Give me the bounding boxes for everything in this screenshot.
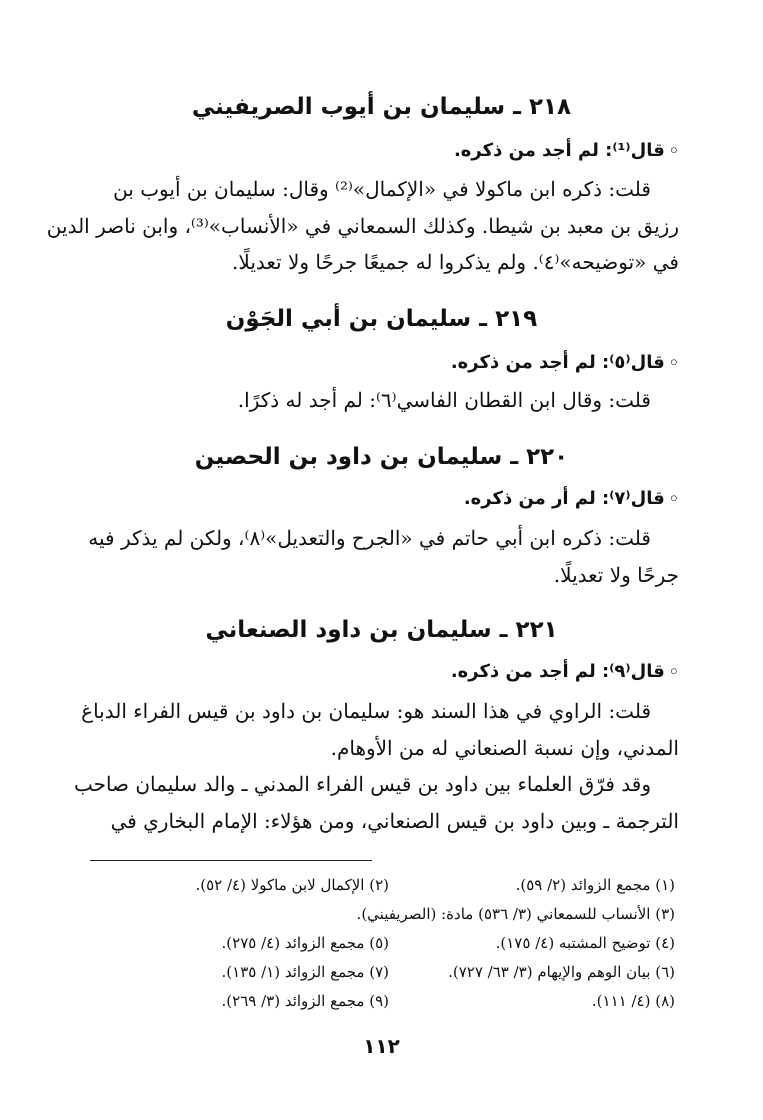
body-line: رزيق بن معبد بن شيطا. وكذلك السمعاني في «الأنساب»⁽³⁾، وابن ناصر الدين xyxy=(46,214,679,238)
entry-heading-218: ٢١٨ ـ سليمان بن أيوب الصريفيني xyxy=(191,94,572,120)
footnote-3: (٣) الأنساب للسمعاني (٣/ ٥٣٦) مادة: (الصريفيني). xyxy=(356,905,675,923)
page-number: ١١٢ xyxy=(363,1034,400,1058)
bullet-icon: ◦ xyxy=(668,353,679,372)
bullet-icon: ◦ xyxy=(668,489,679,508)
body-line: قلت: ذكره ابن ماكولا في «الإكمال»⁽²⁾ وقال: سليمان بن أيوب بن xyxy=(113,177,651,201)
entry-qal-220 xyxy=(84,488,679,509)
body-line: قلت: الراوي في هذا السند هو: سليمان بن داود بن قيس الفراء الدباغ xyxy=(81,699,651,723)
body-line: في «توضيحه»⁽٤⁾. ولم يذكروا له جميعًا جرحًا ولا تعديلًا. xyxy=(232,250,679,274)
body-line: جرحًا ولا تعديلًا. xyxy=(553,563,679,587)
qal-text: قال⁽٥⁾: لم أجد من ذكره. xyxy=(450,352,665,373)
body-line: المدني، وإن نسبة الصنعاني له من الأوهام. xyxy=(330,736,679,760)
footnote-1: (١) مجمع الزوائد (٢/ ٥٩). xyxy=(515,876,675,894)
footnote-separator xyxy=(90,860,372,861)
qal-text: قال⁽¹⁾: لم أجد من ذكره. xyxy=(453,140,665,161)
entry-qal-219 xyxy=(84,352,679,373)
entry-qal-218 xyxy=(84,140,679,161)
entry-heading-219: ٢١٩ ـ سليمان بن أبي الجَوْن xyxy=(225,306,538,332)
footnote-7: (٧) مجمع الزوائد (١/ ١٣٥). xyxy=(221,963,389,981)
body-line: قلت: وقال ابن القطان الفاسي⁽٦⁾: لم أجد له ذكرًا. xyxy=(237,388,651,412)
entry-qal-221 xyxy=(84,661,679,682)
body-line: وقد فرّق العلماء بين داود بن قيس الفراء المدني ـ والد سليمان صاحب xyxy=(73,772,651,796)
footnote-8: (٨) (٤/ ١١١). xyxy=(591,992,675,1010)
body-line: الترجمة ـ وبين داود بن قيس الصنعاني، ومن هؤلاء: الإمام البخاري في xyxy=(110,809,679,833)
entry-heading-220: ٢٢٠ ـ سليمان بن داود بن الحصين xyxy=(194,444,569,470)
footnote-9: (٩) مجمع الزوائد (٣/ ٢٦٩). xyxy=(221,992,389,1010)
bullet-icon: ◦ xyxy=(668,662,679,681)
entry-heading-221: ٢٢١ ـ سليمان بن داود الصنعاني xyxy=(205,617,558,643)
footnote-4: (٤) توضيح المشتبه (٤/ ١٧٥). xyxy=(495,934,675,952)
bullet-icon: ◦ xyxy=(668,141,679,160)
qal-text: قال⁽٩⁾: لم أجد من ذكره. xyxy=(450,661,665,682)
qal-text: قال⁽٧⁾: لم أر من ذكره. xyxy=(463,488,665,509)
footnote-2: (٢) الإكمال لابن ماكولا (٤/ ٥٢). xyxy=(195,876,389,894)
footnote-6: (٦) بيان الوهم والإيهام (٣/ ٦٣/ ٧٢٧). xyxy=(448,963,675,981)
body-line: قلت: ذكره ابن أبي حاتم في «الجرح والتعديل»⁽٨⁾، ولكن لم يذكر فيه xyxy=(88,526,651,550)
footnote-5: (٥) مجمع الزوائد (٤/ ٢٧٥). xyxy=(221,934,389,952)
